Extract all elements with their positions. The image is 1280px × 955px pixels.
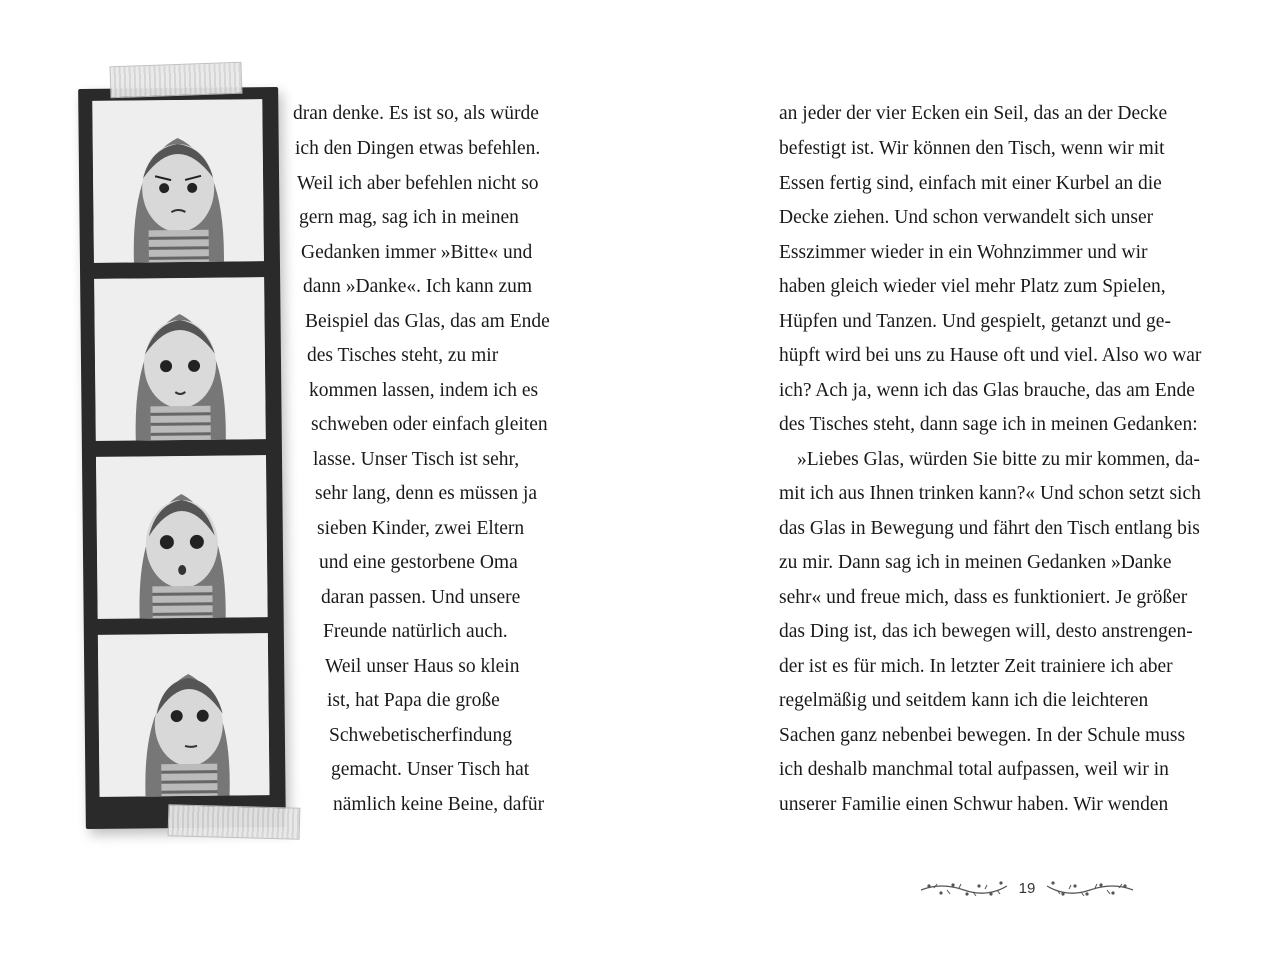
text-line: Weil unser Haus so klein bbox=[325, 656, 520, 677]
text-line: lasse. Unser Tisch ist sehr, bbox=[313, 449, 520, 470]
text-line: ich den Dingen etwas befehlen. bbox=[295, 138, 541, 159]
text-line: Esszimmer wieder in ein Wohnzimmer und wir bbox=[779, 242, 1148, 263]
girl-portrait-icon bbox=[92, 99, 264, 263]
text-line: sieben Kinder, zwei Eltern bbox=[317, 518, 525, 539]
vine-ornament-icon bbox=[919, 878, 1009, 898]
text-line: das Ding ist, das ich bewegen will, desto anstrengen- bbox=[779, 621, 1193, 642]
text-line: haben gleich wieder viel mehr Platz zum Spielen, bbox=[779, 276, 1166, 297]
text-line: gern mag, sag ich in meinen bbox=[299, 207, 519, 228]
text-line: sehr« und freue mich, dass es funktioniert. Je größer bbox=[779, 587, 1188, 608]
portrait-frame bbox=[94, 277, 266, 441]
text-line: Weil ich aber befehlen nicht so bbox=[297, 173, 539, 194]
filmstrip-illustration bbox=[78, 87, 286, 829]
text-line: Schwebetischerfindung bbox=[329, 725, 513, 746]
text-line: ist, hat Papa die große bbox=[327, 690, 500, 711]
portrait-frame bbox=[92, 99, 264, 263]
text-line: nämlich keine Beine, dafür bbox=[333, 794, 545, 815]
text-line: dann »Danke«. Ich kann zum bbox=[303, 276, 533, 297]
girl-portrait-icon bbox=[94, 277, 266, 441]
text-line: ich deshalb manchmal total aufpassen, weil wir in bbox=[779, 759, 1169, 780]
tape-strip bbox=[109, 62, 242, 99]
text-line: Gedanken immer »Bitte« und bbox=[301, 242, 533, 263]
text-line: Hüpfen und Tanzen. Und gespielt, getanzt und ge- bbox=[779, 311, 1171, 332]
vine-ornament-icon bbox=[1045, 878, 1135, 898]
text-line: dran denke. Es ist so, als würde bbox=[293, 103, 539, 124]
text-line: Sachen ganz nebenbei bewegen. In der Schule muss bbox=[779, 725, 1186, 746]
text-line: mit ich aus Ihnen trinken kann?« Und schon setzt sich bbox=[779, 483, 1201, 504]
page-number: 19 bbox=[1018, 879, 1036, 897]
text-line: des Tisches steht, zu mir bbox=[307, 345, 499, 366]
girl-portrait-icon bbox=[96, 455, 268, 619]
text-line: Essen fertig sind, einfach mit einer Kurbel an die bbox=[779, 173, 1162, 194]
text-line: der ist es für mich. In letzter Zeit trainiere ich aber bbox=[779, 656, 1173, 677]
tape-strip bbox=[168, 804, 301, 839]
text-line: befestigt ist. Wir können den Tisch, wenn wir mit bbox=[779, 138, 1165, 159]
girl-portrait-icon bbox=[98, 633, 270, 797]
text-line: schweben oder einfach gleiten bbox=[311, 414, 548, 435]
text-line: des Tisches steht, dann sage ich in meinen Gedanken: bbox=[779, 414, 1198, 435]
text-line: und eine gestorbene Oma bbox=[319, 552, 518, 573]
text-line: sehr lang, denn es müssen ja bbox=[315, 483, 538, 504]
page-footer bbox=[912, 876, 1142, 900]
right-page bbox=[640, 0, 1280, 955]
text-line: an jeder der vier Ecken ein Seil, das an der Decke bbox=[779, 103, 1168, 124]
text-line: »Liebes Glas, würden Sie bitte zu mir kommen, da- bbox=[797, 449, 1200, 470]
text-line: kommen lassen, indem ich es bbox=[309, 380, 539, 401]
text-line: Beispiel das Glas, das am Ende bbox=[305, 311, 550, 332]
text-line: ich? Ach ja, wenn ich das Glas brauche, das am Ende bbox=[779, 380, 1195, 401]
text-line: daran passen. Und unsere bbox=[321, 587, 521, 608]
text-line: hüpft wird bei uns zu Hause oft und viel. Also wo war bbox=[779, 345, 1202, 366]
portrait-frame bbox=[98, 633, 270, 797]
text-line: regelmäßig und seitdem kann ich die leichteren bbox=[779, 690, 1149, 711]
text-line: das Glas in Bewegung und fährt den Tisch entlang bis bbox=[779, 518, 1200, 539]
text-line: gemacht. Unser Tisch hat bbox=[331, 759, 530, 780]
text-line: Freunde natürlich auch. bbox=[323, 621, 508, 642]
text-line: Decke ziehen. Und schon verwandelt sich unser bbox=[779, 207, 1154, 228]
text-line: unserer Familie einen Schwur haben. Wir wenden bbox=[779, 794, 1169, 815]
text-line: zu mir. Dann sag ich in meinen Gedanken »Danke bbox=[779, 552, 1172, 573]
portrait-frame bbox=[96, 455, 268, 619]
